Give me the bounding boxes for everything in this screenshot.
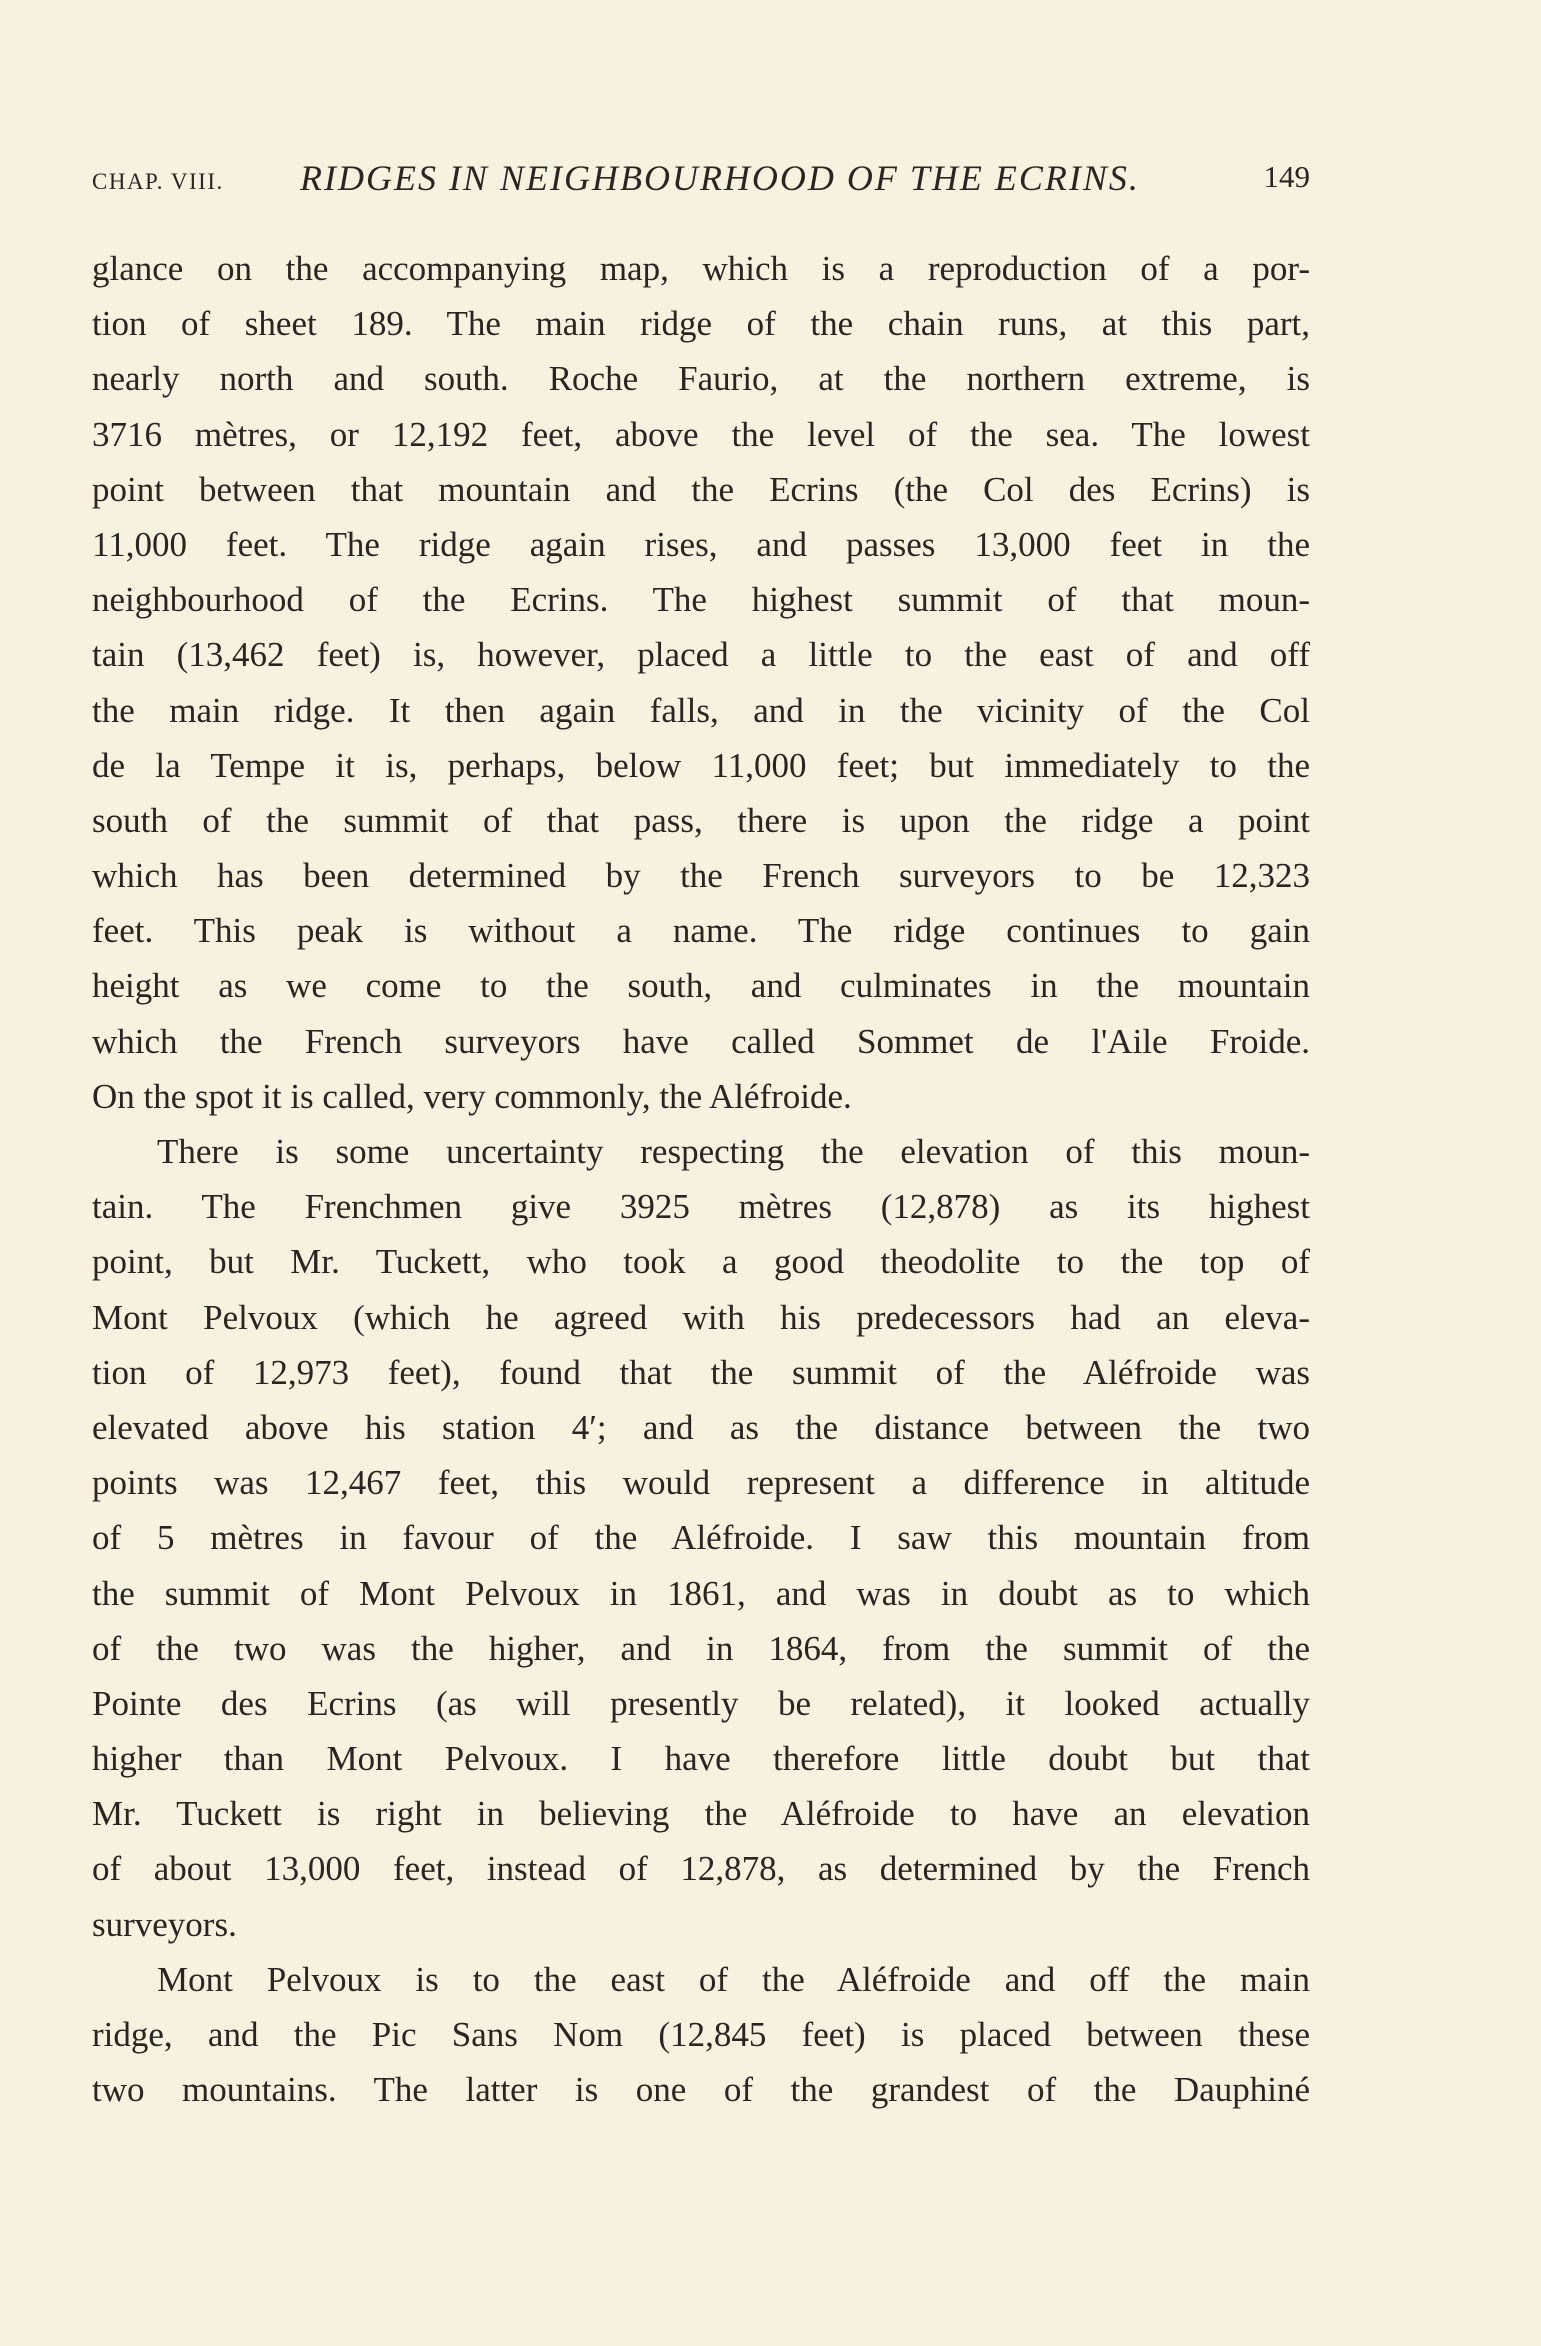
text-line: of 5 mètres in favour of the Aléfroide. I saw this mountain from [92, 1518, 1310, 1558]
text-line: ridge, and the Pic Sans Nom (12,845 feet) is placed between these [92, 2015, 1310, 2054]
text-line: nearly north and south. Roche Faurio, at the northern extreme, is [92, 359, 1310, 399]
text-line: tain. The Frenchmen give 3925 mètres (12,878) as its highest [92, 1187, 1310, 1227]
page-number: 149 [1263, 159, 1310, 194]
text-line: de la Tempe it is, perhaps, below 11,000 feet; but immediately to the [92, 745, 1310, 785]
text-line: which the French surveyors have called Sommet de l'Aile Froide. [92, 1021, 1310, 1061]
text-line: the main ridge. It then again falls, and in the vicinity of the Col [92, 690, 1310, 730]
text-line: point between that mountain and the Ecrins (the Col des Ecrins) is [92, 469, 1310, 509]
text-line: points was 12,467 feet, this would represent a difference in altitude [92, 1463, 1310, 1503]
text-line: higher than Mont Pelvoux. I have therefore little doubt but that [92, 1739, 1310, 1779]
text-line: tion of sheet 189. The main ridge of the chain runs, at this part, [92, 304, 1310, 344]
text-line: 3716 mètres, or 12,192 feet, above the level of the sea. The lowest [92, 414, 1310, 454]
text-line: tion of 12,973 feet), found that the summit of the Aléfroide was [92, 1352, 1310, 1392]
text-line: two mountains. The latter is one of the grandest of the Dauphiné [92, 2070, 1310, 2110]
running-header [92, 157, 1310, 207]
text-line: tain (13,462 feet) is, however, placed a little to the east of and off [92, 635, 1310, 675]
paragraph-first-line: There is some uncertainty respecting the elevation of this moun- [157, 1132, 1310, 1171]
text-line: the summit of Mont Pelvoux in 1861, and was in doubt as to which [92, 1573, 1310, 1613]
text-line: of about 13,000 feet, instead of 12,878, as determined by the French [92, 1849, 1310, 1889]
text-line: point, but Mr. Tuckett, who took a good theodolite to the top of [92, 1242, 1310, 1282]
text-line: feet. This peak is without a name. The ridge continues to gain [92, 911, 1310, 951]
text-line: neighbourhood of the Ecrins. The highest summit of that moun- [92, 580, 1310, 620]
text-line: Mr. Tuckett is right in believing the Aléfroide to have an elevation [92, 1794, 1310, 1834]
chapter-label: CHAP. VIII. [92, 169, 224, 194]
text-line: glance on the accompanying map, which is a reproduction of a por- [92, 249, 1310, 288]
paragraph-first-line: Mont Pelvoux is to the east of the Aléfroide and off the main [157, 1959, 1310, 1999]
text-line: height as we come to the south, and culminates in the mountain [92, 966, 1310, 1006]
body-text [92, 241, 1310, 2117]
text-line: elevated above his station 4′; and as the distance between the two [92, 1407, 1310, 1447]
text-line: which has been determined by the French surveyors to be 12,323 [92, 856, 1310, 896]
text-line: south of the summit of that pass, there is upon the ridge a point [92, 800, 1310, 840]
text-line: Pointe des Ecrins (as will presently be related), it looked actually [92, 1683, 1310, 1723]
text-line: surveyors. [92, 1904, 237, 1944]
text-line: of the two was the higher, and in 1864, from the summit of the [92, 1628, 1310, 1668]
text-line: 11,000 feet. The ridge again rises, and passes 13,000 feet in the [92, 524, 1310, 564]
text-line: Mont Pelvoux (which he agreed with his predecessors had an eleva- [92, 1297, 1310, 1337]
running-title: RIDGES IN NEIGHBOURHOOD OF THE ECRINS. [300, 158, 1140, 198]
text-line: On the spot it is called, very commonly, the Aléfroide. [92, 1076, 852, 1116]
